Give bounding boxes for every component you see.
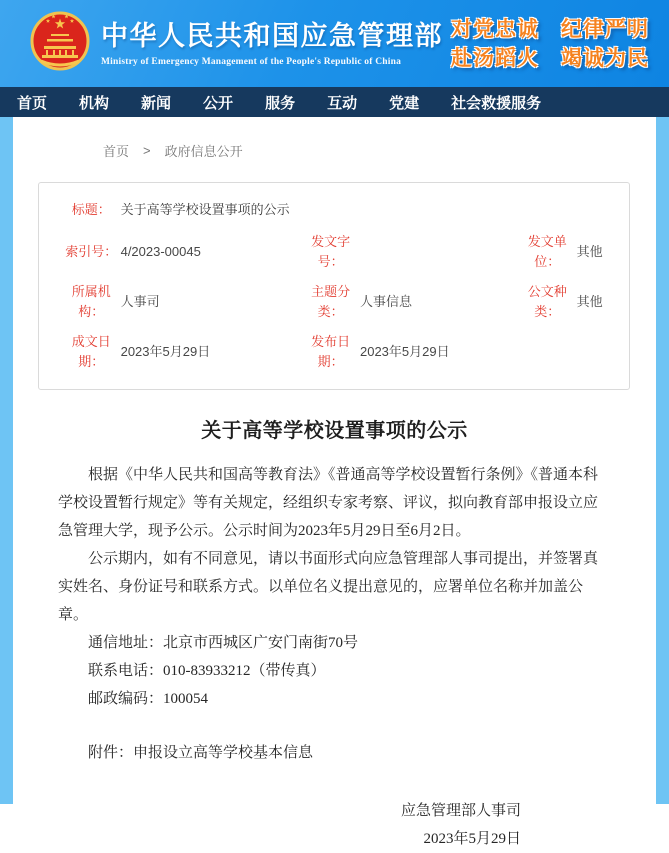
document-title: 关于高等学校设置事项的公示 [201, 420, 468, 442]
meta-field-publish-date [288, 331, 505, 373]
nav-item-interaction[interactable]: 互动 [327, 94, 358, 112]
slogan-line-1: 对党忠诚 纪律严明 [451, 17, 649, 41]
nav-item-org[interactable]: 机构 [79, 94, 110, 112]
nav-item-services[interactable]: 服务 [265, 94, 296, 112]
breadcrumb-current[interactable]: 政府信息公开 [164, 144, 243, 159]
meta-field-doc-number [288, 231, 505, 273]
meta-label-title: 标题： [71, 201, 111, 217]
main-nav [0, 87, 669, 117]
nav-item-home[interactable]: 首页 [17, 94, 48, 112]
meta-value-doc-type: 其他 [576, 293, 603, 309]
attachment-line: 附件：申报设立高等学校基本信息 [88, 745, 314, 761]
meta-label-index-number: 索引号： [65, 243, 118, 259]
header-slogan [451, 15, 649, 73]
meta-field-written-date [49, 331, 288, 373]
meta-label-written-date: 成文日期： [71, 333, 111, 369]
document-paragraph-1: 根据《中华人民共和国高等教育法》《普通高等学校设置暂行条例》《普通本科学校设置暂行规定》等有关规定，经组织专家考察、评议，拟向教育部申报设立应急管理大学，现予公示。公示时间为2023年5月29日至6月2日。 [58, 467, 599, 539]
meta-value-department: 人事司 [120, 293, 160, 309]
meta-label-issuing-unit: 发文单位： [527, 233, 567, 269]
signature-department: 应急管理部人事司 [400, 803, 521, 819]
meta-value-issuing-unit: 其他 [576, 243, 603, 259]
document-paragraph-2: 公示期内，如有不同意见，请以书面形式向应急管理部人事司提出，并签署真实姓名、身份证号和联系方式。以单位名义提出意见的，应署单位名称并加盖公章。 [58, 551, 599, 623]
meta-value-publish-date: 2023年5月29日 [359, 343, 450, 359]
meta-label-doc-number: 发文字号： [311, 233, 351, 269]
meta-field-department [49, 281, 288, 323]
content-panel [13, 117, 656, 853]
meta-field-topic-category [288, 281, 505, 323]
signature-date: 2023年5月29日 [423, 831, 521, 847]
nav-item-social-rescue[interactable]: 社会救援服务 [451, 94, 542, 112]
site-header [0, 0, 669, 87]
nav-item-disclosure[interactable]: 公开 [203, 94, 234, 112]
meta-grid [49, 231, 619, 373]
breadcrumb-separator: > [143, 143, 151, 158]
meta-label-doc-type: 公文种类： [527, 283, 567, 319]
meta-label-department: 所属机构： [71, 283, 111, 319]
meta-field-issuing-unit [505, 231, 619, 273]
site-title-link[interactable] [101, 20, 443, 67]
site-title-en: Ministry of Emergency Management of the People's Republic of China [101, 56, 402, 67]
document-body [13, 414, 656, 853]
meta-field-doc-type [505, 281, 619, 323]
contact-address: 通信地址：北京市西城区广安门南街70号 [88, 635, 359, 651]
meta-value-title: 关于高等学校设置事项的公示 [120, 201, 290, 217]
nav-item-news[interactable]: 新闻 [141, 94, 172, 112]
meta-label-topic-category: 主题分类： [311, 283, 351, 319]
breadcrumb [13, 117, 656, 160]
meta-field-empty [505, 331, 619, 373]
meta-label-publish-date: 发布日期： [311, 333, 351, 369]
meta-value-index-number: 4/2023-00045 [120, 243, 201, 259]
slogan-line-2: 赴汤蹈火 竭诚为民 [451, 46, 649, 70]
site-title-cn: 中华人民共和国应急管理部 [101, 21, 443, 52]
meta-field-title [49, 195, 619, 225]
contact-phone: 联系电话：010-83933212（带传真） [88, 663, 326, 679]
national-emblem-icon [30, 9, 90, 78]
meta-field-index-number [49, 231, 288, 273]
breadcrumb-home[interactable]: 首页 [103, 144, 130, 159]
document-meta-box [38, 182, 630, 390]
meta-value-written-date: 2023年5月29日 [120, 343, 211, 359]
nav-item-party[interactable]: 党建 [389, 94, 420, 112]
meta-value-topic-category: 人事信息 [359, 293, 412, 309]
contact-postcode: 邮政编码：100054 [88, 691, 209, 707]
